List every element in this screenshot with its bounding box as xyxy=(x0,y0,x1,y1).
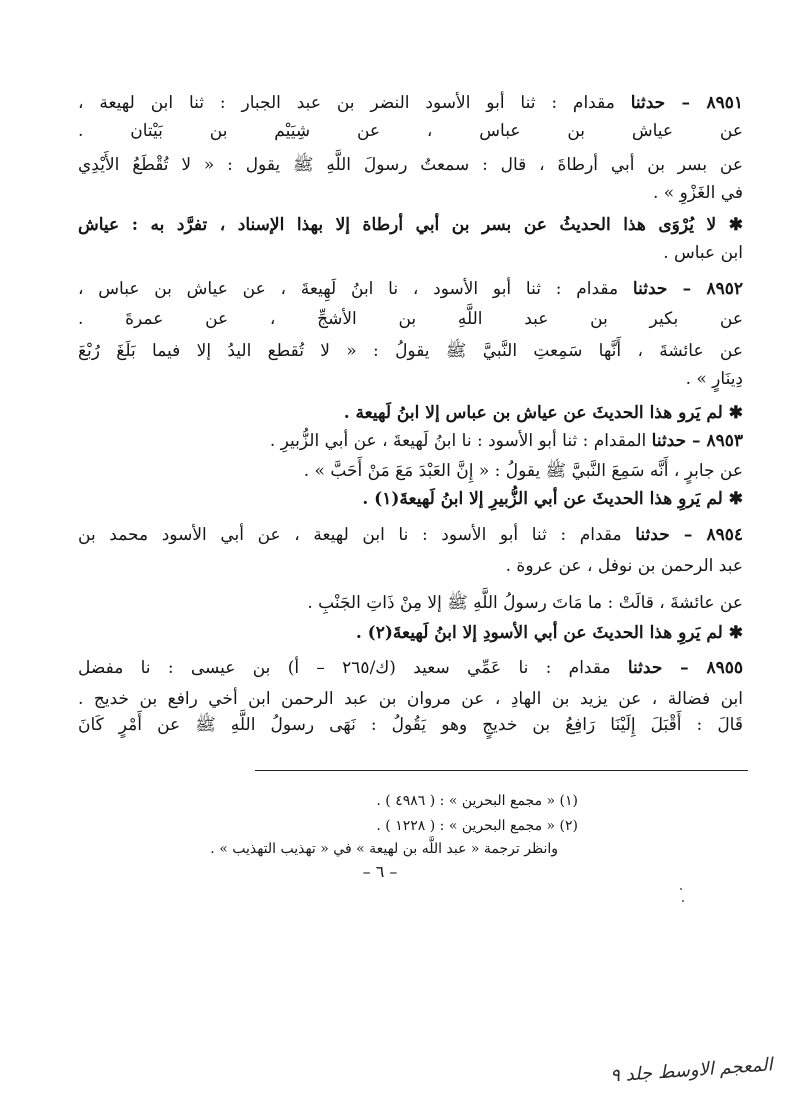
line-text: مقدام : ثنا أبو الأسود : نا ابن لهيعة ، عن أبي الأسود محمد بن xyxy=(78,525,636,545)
hadith-lead-word: حدثنا xyxy=(627,658,663,678)
page-number: – ٦ – xyxy=(362,862,398,881)
line-text: عن بسر بن أبي أرطاةَ ، قال : سمعتُ رسولَ اللَّهِ ﷺ يقول : « لا تُقْطَعُ الأَيْدِي xyxy=(78,155,743,175)
text-line xyxy=(78,620,743,646)
line-text: قَالَ : أَقْبَلَ إِلَيْنَا رَافِعُ بن خديجٍ وهو يَقُولُ : نَهَى رسولُ اللَّهِ ﷺ عن أَمْرٍ كَانَ xyxy=(78,715,743,735)
text-line xyxy=(78,240,743,266)
line-text: ✱ لم يَروِ هذا الحديثَ عن أبي الأسودِ إلا ابنُ لَهيعةَ(٢) . xyxy=(355,623,743,643)
hadith-line xyxy=(78,522,743,548)
text-line xyxy=(78,118,743,144)
text-line xyxy=(78,590,743,616)
handwritten-note: المعجم الاوسط جلد ٩ xyxy=(609,1054,774,1087)
line-text: عن جابرٍ ، أَنَّه سَمِعَ النَّبيَّ ﷺ يقولُ : « إِنَّ العَبْدَ مَعَ مَنْ أَحَبَّ » . xyxy=(303,461,743,481)
line-text: مقدام : ثنا أبو الأسود النضر بن عبد الجبار : ثنا ابن لهيعة ، xyxy=(78,93,631,113)
line-text: ✱ لم يَروِ هذا الحديثَ عن أبي الزُّبيرِ إلا ابنُ لَهيعةَ(١) . xyxy=(362,489,743,509)
footnote-3: وانظر ترجمة « عبد اللَّه بن لهيعة » في « تهذيب التهذيب » . xyxy=(210,841,558,857)
scan-speck xyxy=(680,888,682,890)
footnote-1: (١) « مجمع البحرين » : ( ٤٩٨٦ ) . xyxy=(376,793,578,809)
hadith-number: ٨٩٥٣ – xyxy=(686,431,743,451)
hadith-lead-word: حدثنا xyxy=(630,93,666,113)
line-text: مقدام : ثنا أبو الأسود ، نا ابنُ لَهِيعةَ ، عن عياش بن عباس ، xyxy=(78,279,633,299)
text-line xyxy=(78,686,743,712)
hadith-number: ٨٩٥١ – xyxy=(665,93,743,113)
text-line xyxy=(78,306,743,332)
line-text: عن عائشةَ ، أَنَّها سَمِعتِ النَّبيَّ ﷺ يقولُ : « لا تُقطع اليدُ إلا فيما بَلَغَ رُبْعَ xyxy=(78,341,743,361)
scan-speck xyxy=(682,900,684,902)
text-line xyxy=(78,553,743,579)
line-text: ابن عباس . xyxy=(663,243,743,263)
text-line xyxy=(78,338,743,364)
hadith-number: ٨٩٥٢ – xyxy=(667,279,743,299)
line-text: ابن فضالة ، عن يزيد بن الهادِ ، عن مروان بن عبد الرحمن ابن أخي رافع بن خديج . xyxy=(78,689,743,709)
text-line xyxy=(78,400,743,426)
footnote-2: (٢) « مجمع البحرين » : ( ١٢٢٨ ) . xyxy=(376,818,578,834)
text-line xyxy=(78,152,743,178)
hadith-lead-word: حدثنا xyxy=(651,431,687,451)
text-line xyxy=(78,366,743,392)
line-text: المقدام : ثنا أبو الأسود : نا ابنُ لَهيعةَ ، عن أبي الزُّبيرِ . xyxy=(269,431,652,451)
hadith-lead-word: حدثنا xyxy=(632,279,668,299)
line-text: عبد الرحمن بن نوفل ، عن عروة . xyxy=(505,556,743,576)
hadith-line xyxy=(78,655,743,681)
hadith-lead-word: حدثنا xyxy=(635,525,670,545)
line-text: عن عائشةَ ، قالَتْ : ما مَاتَ رسولُ اللَّهِ ﷺ إلا مِنْ ذَاتِ الجَنْبِ . xyxy=(307,593,743,613)
hadith-number: ٨٩٥٥ – xyxy=(662,658,743,678)
text-line xyxy=(78,486,743,512)
hadith-line xyxy=(78,276,743,302)
text-line xyxy=(78,458,743,484)
line-text: ✱ لا يُرْوَى هذا الحديثُ عن بسر بن أبي أرطاة إلا بهذا الإسناد ، تفرَّد به : عياش xyxy=(78,215,743,235)
hadith-number: ٨٩٥٤ – xyxy=(669,525,743,545)
footnote-rule xyxy=(255,770,748,771)
line-text: في الغَزْوِ » . xyxy=(652,183,743,203)
hadith-line xyxy=(78,428,743,454)
text-line xyxy=(78,712,743,738)
hadith-line xyxy=(78,90,743,116)
text-line xyxy=(78,180,743,206)
text-line xyxy=(78,212,743,238)
line-text: دِينَارٍ » . xyxy=(685,369,743,389)
line-text: عن عياش بن عباس ، عن شِيَيْم بن بَيْتان . xyxy=(78,121,743,141)
line-text: عن بكير بن عبد اللَّهِ بن الأشجِّ ، عن عمرةَ . xyxy=(78,309,743,329)
line-text: مقدام : نا عَمِّي سعيد (ك/٢٦٥ – أ) بن عيسى : نا مفضل xyxy=(78,658,628,678)
line-text: ✱ لم يَرو هذا الحديثَ عن عياش بن عباس إلا ابنُ لَهيعة . xyxy=(343,403,743,423)
